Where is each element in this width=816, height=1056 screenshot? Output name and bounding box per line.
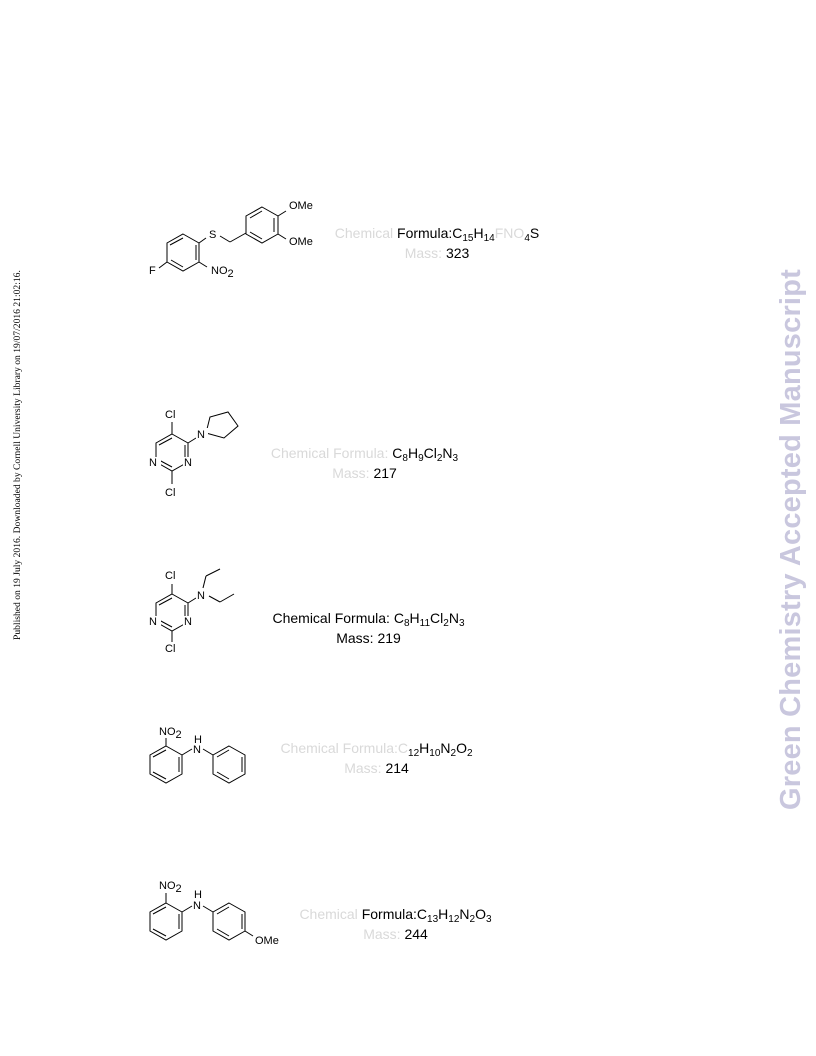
mass-label: Mass: (332, 465, 374, 481)
formula-label: Formula: (397, 225, 453, 241)
fluoro-label: F (149, 265, 156, 277)
mass-value: 219 (377, 630, 401, 646)
chloro-label-top: Cl (165, 409, 176, 421)
formula-line: Chemical $Formula:C_{15}H_{14}FNO_4S$ (334, 225, 540, 244)
compound-info (288, 904, 503, 944)
ring-nitrogen-label: N (184, 616, 192, 628)
compound-info (269, 738, 484, 778)
formula-label: Chemical Formula: (280, 740, 398, 756)
formula-label: Formula: (361, 906, 417, 922)
nitro-label: NO2 (159, 880, 182, 895)
mass-line (324, 243, 550, 263)
mass-label: Mass: (404, 245, 446, 261)
mass-value: 214 (385, 760, 409, 776)
ring-nitrogen-label: N (149, 616, 157, 628)
formula-label: Chemical Formula: (270, 445, 393, 461)
mass-value: 244 (404, 926, 428, 942)
publication-note: Published on 19 July 2016. Downloaded by Cornell University Library on 19/07/2016 21:02:16. (12, 270, 23, 640)
formula-label: Chemical (334, 225, 398, 241)
structure-pyrrolidinyl-pyrimidine (140, 400, 250, 505)
mass-label: Mass: (336, 630, 378, 646)
structure-thioether (140, 190, 330, 290)
formula-line: Chemical Formula: $C_8H_9Cl_2N_3$ (270, 445, 459, 464)
chloro-label-top: Cl (165, 570, 176, 582)
formula-label: Chemical Formula: (272, 610, 394, 626)
nitro-label: NO2 (159, 726, 182, 741)
methoxy-label: OMe (255, 935, 279, 947)
amine-hydrogen-label: H (194, 889, 202, 901)
journal-watermark: Green Chemistry Accepted Manuscript (775, 269, 807, 810)
chloro-label-bottom: Cl (165, 643, 176, 655)
compound-info (324, 223, 550, 263)
chloro-label-bottom: Cl (165, 487, 176, 499)
sulfur-label: S (209, 229, 217, 241)
methoxy-label-top: OMe (289, 200, 313, 212)
compound-info (262, 608, 475, 648)
formula-line: Chemical $Formula:C_{12}H_{10}N_2O_2$ (280, 740, 473, 759)
structure-methoxy-nitrodiphenylamine (140, 875, 290, 955)
amine-hydrogen-label: H (194, 734, 202, 746)
formula-label: Chemical (299, 906, 362, 922)
amine-nitrogen-label: N (197, 590, 205, 602)
ring-nitrogen-label: N (184, 457, 192, 469)
mass-label: Mass: (363, 926, 405, 942)
formula-line: Chemical Formula: $C_8H_{11}Cl_2N_3$ (272, 610, 465, 629)
compound-info (262, 443, 467, 483)
amine-nitrogen-label: N (193, 900, 201, 912)
structure-diethylamino-pyrimidine (140, 564, 250, 664)
mass-label: Mass: (344, 760, 386, 776)
mass-value: 217 (373, 465, 397, 481)
amine-nitrogen-label: N (193, 744, 201, 756)
mass-value: 323 (445, 245, 470, 261)
formula-line: Chemical $Formula:C_{13}H_{12}N_2O_3$ (299, 906, 492, 925)
mass-line (262, 463, 467, 483)
mass-line (262, 628, 475, 648)
amine-nitrogen-label: N (197, 429, 205, 441)
mass-line (288, 924, 503, 944)
structure-nitrodiphenylamine (140, 722, 255, 792)
methoxy-label-bottom: OMe (289, 236, 313, 248)
nitro-label: NO2 (211, 265, 234, 280)
ring-nitrogen-label: N (149, 457, 157, 469)
mass-line (269, 758, 484, 778)
